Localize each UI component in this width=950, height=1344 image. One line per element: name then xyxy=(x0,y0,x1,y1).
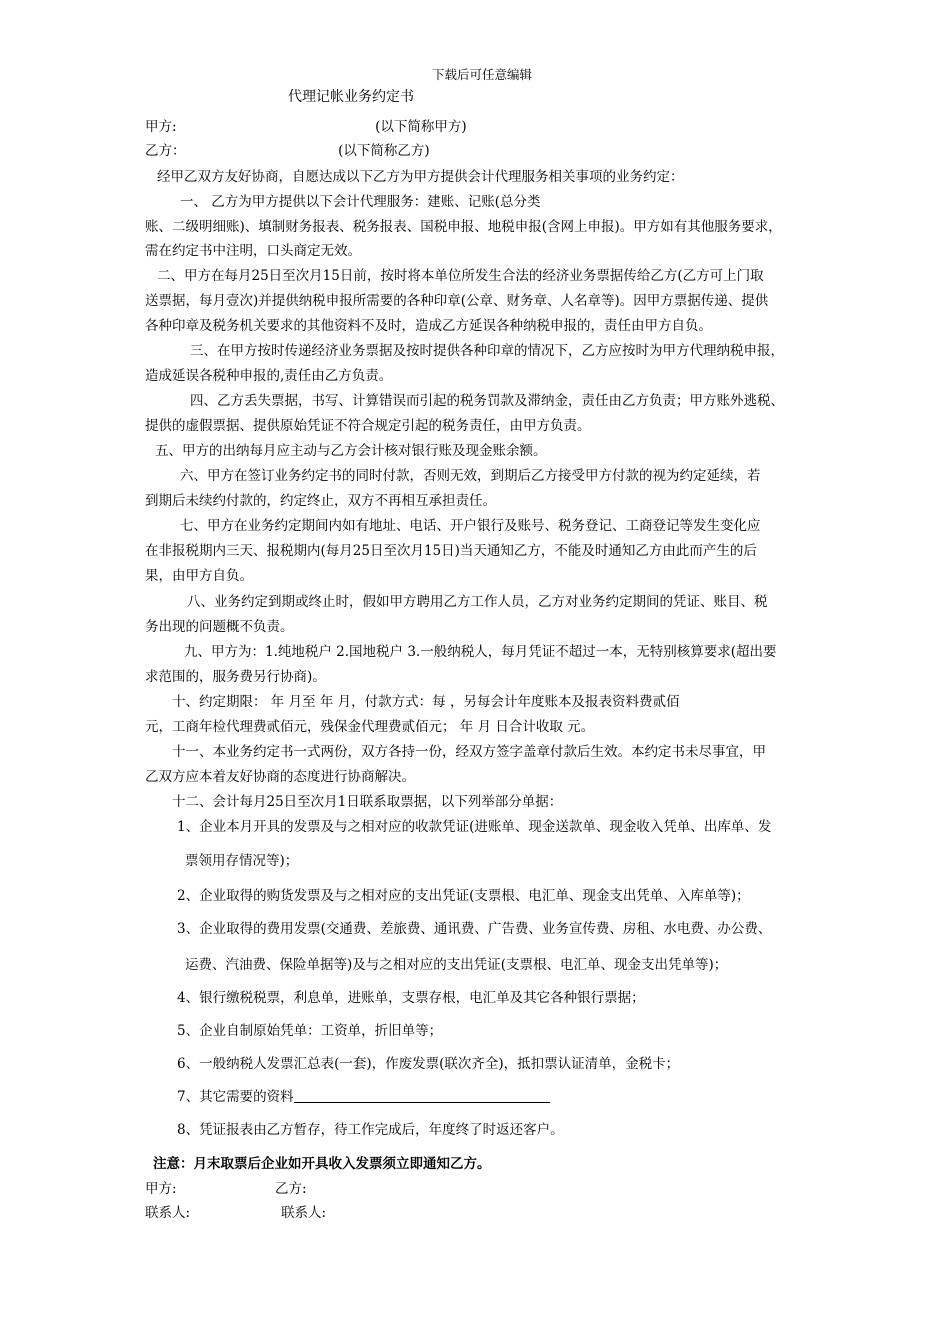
doc-item-4: 4、银行缴税税票，利息单，进账单，支票存根，电汇单及其它各种银行票据； xyxy=(177,990,645,1006)
clause-7-line-1: 七、甲方在业务约定期间内如有地址、电话、开户银行及账号、税务登记、工商登记等发生变化应 xyxy=(180,518,761,534)
clause-3-line-2: 造成延误各税种申报的,责任由乙方负责。 xyxy=(145,368,393,384)
party-a-suffix: (以下简称甲方) xyxy=(375,119,467,135)
doc-item-1-line-2: 票领用存情况等)； xyxy=(185,853,299,869)
doc-item-1-line-1: 1、企业本月开具的发票及与之相对应的收款凭证(进账单、现金送款单、现金收入凭单、出库单、发 xyxy=(177,819,772,835)
party-b-label: 乙方： xyxy=(145,143,186,159)
intro-paragraph: 经甲乙双方友好协商，自愿达成以下乙方为甲方提供会计代理服务相关事项的业务约定： xyxy=(157,169,684,185)
contact-party-a: 联系人: xyxy=(145,1205,191,1221)
clause-3-line-1: 三、在甲方按时传递经济业务票据及按时提供各种印章的情况下，乙方应按时为甲方代理纳税申报， xyxy=(190,343,784,359)
notice: 注意：月末取票后企业如开具收入发票须立即通知乙方。 xyxy=(153,1156,491,1172)
clause-1-line-1: 一、 乙方为甲方提供以下会计代理服务：建账、记账(总分类 xyxy=(180,194,541,210)
clause-10-line-2: 元，工商年检代理费贰佰元，残保金代理费贰佰元； 年 月 日合计收取 元。 xyxy=(145,719,595,735)
clause-2-line-3: 各种印章及税务机关要求的其他资料不及时，造成乙方延误各种纳税申报的，责任由甲方自负。 xyxy=(145,318,712,334)
clause-4-line-2: 提供的虚假票据、提供原始凭证不符合规定引起的税务责任，由甲方负责。 xyxy=(145,418,591,434)
clause-9-line-1: 九、甲方为：1.纯地税户 2.国地税户 3.一般纳税人，每月凭证不超过一本，无特别核算要求(超出要 xyxy=(184,644,777,660)
clause-1-line-3: 需在约定书中注明，口头商定无效。 xyxy=(145,243,361,259)
party-a-line xyxy=(145,118,467,136)
clause-8-line-1: 八、业务约定到期或终止时，假如甲方聘用乙方工作人员，乙方对业务约定期间的凭证、账目、税 xyxy=(187,594,768,610)
clause-1-line-2: 账、二级明细账)、填制财务报表、税务报表、国税申报、地税申报(含网上申报)。甲方如有其他服务要求， xyxy=(145,219,782,235)
fill-in-underline xyxy=(294,1089,550,1103)
clause-12-line-1: 十二、会计每月25日至次月1日联系取票据，以下列举部分单据： xyxy=(172,794,563,810)
clause-2-line-2: 送票据，每月壹次)并提供纳税申报所需要的各种印章(公章、财务章、人名章等)。因甲方票据传递、提供 xyxy=(145,293,769,309)
doc-item-7-label: 7、其它需要的资料 xyxy=(177,1089,294,1105)
clause-11-line-2: 乙双方应本着友好协商的态度进行协商解决。 xyxy=(145,769,415,785)
doc-item-3-line-1: 3、企业取得的费用发票(交通费、差旅费、通讯费、广告费、业务宣传费、房租、水电费、办公费、 xyxy=(177,921,772,937)
clause-10-line-1: 十、约定期限： 年 月至 年 月，付款方式：每 ，另每会计年度账本及报表资料费贰佰 xyxy=(172,694,680,710)
clause-2-line-1: 二、甲方在每月25日至次月15日前，按时将本单位所发生合法的经济业务票据传给乙方(乙方可上门取 xyxy=(157,268,764,284)
document-title: 代理记帐业务约定书 xyxy=(288,89,414,105)
party-a-label: 甲方: xyxy=(145,119,177,135)
clause-7-line-2: 在非报税期内三天、报税期内(每月25日至次月15日)当天通知乙方，不能及时通知乙方由此而产生的后 xyxy=(145,543,757,559)
signature-party-a: 甲方: xyxy=(145,1181,177,1197)
header-note: 下载后可任意编辑 xyxy=(432,67,533,82)
clause-7-line-3: 果，由甲方自负。 xyxy=(145,568,253,584)
doc-item-6: 6、一般纳税人发票汇总表(一套)，作废发票(联次齐全)，抵扣票认证清单，金税卡； xyxy=(177,1056,680,1072)
doc-item-3-line-2: 运费、汽油费、保险单据等)及与之相对应的支出凭证(支票根、电汇单、现金支出凭单等)； xyxy=(185,957,728,973)
clause-8-line-2: 务出现的问题概不负责。 xyxy=(145,619,294,635)
doc-item-8: 8、凭证报表由乙方暂存，待工作完成后，年度终了时返还客户。 xyxy=(177,1122,564,1138)
clause-5-line-1: 五、甲方的出纳每月应主动与乙方会计核对银行账及现金账余额。 xyxy=(155,443,547,459)
clause-6-line-2: 到期后未续约付款的，约定终止，双方不再相互承担责任。 xyxy=(145,493,496,509)
clause-11-line-1: 十一、本业务约定书一式两份，双方各持一份，经双方签字盖章付款后生效。本约定书未尽事宜，甲 xyxy=(172,744,766,760)
doc-item-7 xyxy=(177,1088,550,1106)
contact-party-b: 联系人: xyxy=(281,1205,327,1221)
doc-item-5: 5、企业自制原始凭单：工资单，折旧单等； xyxy=(177,1023,443,1039)
doc-item-2: 2、企业取得的购货发票及与之相对应的支出凭证(支票根、电汇单、现金支出凭单、入库单等)； xyxy=(177,888,750,904)
party-b-suffix: (以下简称乙方) xyxy=(338,143,430,159)
party-b-line xyxy=(145,142,430,160)
clause-6-line-1: 六、甲方在签订业务约定书的同时付款，否则无效，到期后乙方接受甲方付款的视为约定延续，若 xyxy=(180,468,761,484)
clause-4-line-1: 四、乙方丢失票据，书写、计算错误而引起的税务罚款及滞纳金，责任由乙方负责；甲方账外逃税、 xyxy=(190,393,784,409)
signature-party-b: 乙方: xyxy=(275,1181,307,1197)
clause-9-line-2: 求范围的，服务费另行协商)。 xyxy=(145,669,326,685)
